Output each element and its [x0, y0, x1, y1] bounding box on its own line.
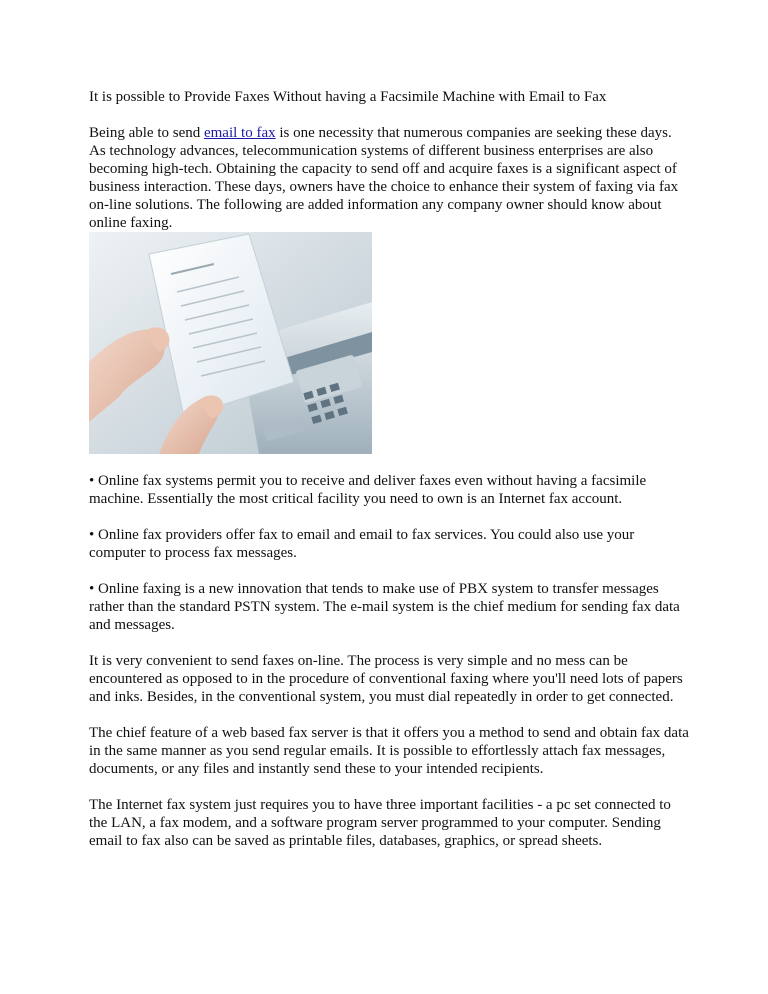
document-body — [89, 88, 689, 868]
intro-paragraph — [89, 124, 689, 232]
body-paragraph: It is very convenient to send faxes on-line. The process is very simple and no mess can be encountered as opposed to in the procedure of conventional faxing where you'll need lots of papers and inks. Besides, in the conventional system, you must dial repeatedly in order to get connected. — [89, 653, 683, 705]
bullet-item: • Online faxing is a new innovation that tends to make use of PBX system to transfer messages rather than the standard PSTN system. The e-mail system is the chief medium for sending fax data and messages. — [89, 581, 680, 633]
fax-photo — [89, 232, 372, 454]
body-paragraph: The chief feature of a web based fax server is that it offers you a method to send and obtain fax data in the same manner as you send regular emails. It is possible to effortlessly attach fax messages, documents, or any files and instantly send these to your intended recipients. — [89, 725, 689, 777]
intro-text-after-link: is one necessity that numerous companies are seeking these days. As technology advances, telecommunication systems of different business enterprises are also becoming high-tech. Obtaining the capacity to send off and acquire faxes is a significant aspect of business interaction. These days, owners have the choice to enhance their system of faxing via fax on-line solutions. The following are added information any company owner should know about online faxing. — [89, 125, 679, 231]
body-paragraph: The Internet fax system just requires you to have three important facilities - a pc set connected to the LAN, a fax modem, and a software program server programmed to your computer. Sending email to fax also can be saved as printable files, databases, graphics, or spread sheets. — [89, 797, 671, 849]
bullet-item: • Online fax systems permit you to receive and deliver faxes even without having a facsimile machine. Essentially the most critical facility you need to own is an Internet fax account. — [89, 473, 647, 507]
intro-text-before-link: Being able to send — [89, 125, 204, 141]
email-to-fax-link[interactable]: email to fax — [203, 125, 276, 141]
bullet-item: • Online fax providers offer fax to email and email to fax services. You could also use your computer to process fax messages. — [89, 527, 635, 561]
document-title: It is possible to Provide Faxes Without having a Facsimile Machine with Email to Fax — [89, 89, 607, 105]
